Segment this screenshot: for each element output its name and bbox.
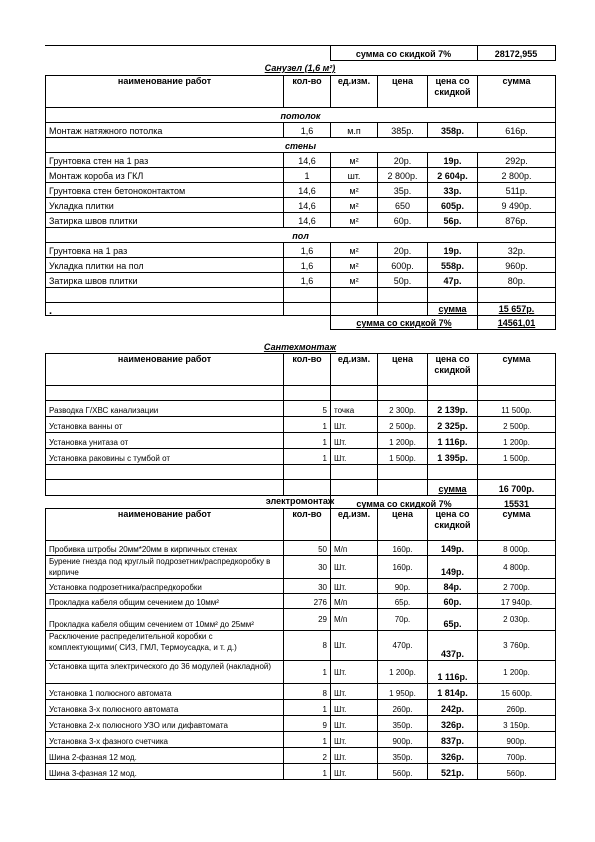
cell-unit: точка — [331, 401, 378, 417]
cell-qty: 30 — [284, 579, 331, 594]
cell-price: 20р. — [378, 153, 428, 168]
s1-sum-label: сумма — [428, 303, 478, 316]
cell-discount: 1 116р. — [428, 661, 478, 684]
cell-price: 160р. — [378, 556, 428, 579]
discount-row — [46, 316, 556, 330]
cell-discount: 84р. — [428, 579, 478, 594]
cell-name: Шина 2-фазная 12 мод. — [46, 748, 284, 764]
table-row — [46, 556, 556, 579]
cell-unit: Шт. — [331, 748, 378, 764]
section2-title: Сантехмонтаж — [263, 342, 337, 352]
col-header-discount: цена со скидкой — [428, 509, 478, 541]
cell-discount: 837р. — [428, 732, 478, 748]
cell-qty: 276 — [284, 594, 331, 609]
cell-discount: 60р. — [428, 594, 478, 609]
s2-sum-value: 16 700р. — [478, 480, 556, 496]
top-discount-label: сумма со скидкой 7% — [330, 45, 477, 60]
cell-unit: Шт. — [331, 556, 378, 579]
cell-price: 650 — [378, 198, 428, 213]
cell-name: Установка раковины с тумбой от — [46, 449, 284, 465]
cell-sum: 8 000р. — [478, 541, 556, 556]
cell-unit: Шт. — [331, 631, 378, 661]
cell-price: 1 200р. — [378, 433, 428, 449]
s1-sum-value: 15 657р. — [478, 303, 556, 316]
table-row — [46, 417, 556, 433]
col-header-name: наименование работ — [46, 354, 284, 386]
cell-qty: 8 — [284, 631, 331, 661]
cell-sum: 1 200р. — [478, 661, 556, 684]
cell-price: 20р. — [378, 243, 428, 258]
table-row — [46, 684, 556, 700]
cell-sum: 15 600р. — [478, 684, 556, 700]
group-walls: стены — [46, 138, 556, 153]
cell-sum: 11 500р. — [478, 401, 556, 417]
cell-price: 90р. — [378, 579, 428, 594]
plumbing-table — [45, 353, 556, 510]
table-row — [46, 541, 556, 556]
cell-discount: 326р. — [428, 716, 478, 732]
cell-unit: м² — [331, 183, 378, 198]
cell-qty: 14,6 — [284, 153, 331, 168]
cell-name: Затирка швов плитки — [46, 273, 284, 288]
cell-unit: м² — [331, 273, 378, 288]
cell-qty: 50 — [284, 541, 331, 556]
table-header — [46, 509, 556, 541]
cell-name: Затирка швов плитки — [46, 213, 284, 228]
cell-price: 2 300р. — [378, 401, 428, 417]
cell-price: 600р. — [378, 258, 428, 273]
cell-unit: м² — [331, 153, 378, 168]
group-floor: пол — [46, 228, 556, 243]
cell-unit: Шт. — [331, 433, 378, 449]
cell-price: 470р. — [378, 631, 428, 661]
col-header-discount: цена со скидкой — [428, 354, 478, 386]
cell-name: Установка 2-х полюсного УЗО или дифавтомата — [46, 716, 284, 732]
table-row — [46, 168, 556, 183]
cell-price: 260р. — [378, 700, 428, 716]
s1-discount-value: 14561,01 — [478, 316, 556, 330]
col-header-qty: кол-во — [284, 76, 331, 108]
cell-discount: 2 325р. — [428, 417, 478, 433]
cell-name: Установка 3-х полюсного автомата — [46, 700, 284, 716]
cell-name: Укладка плитки на пол — [46, 258, 284, 273]
table-row — [46, 401, 556, 417]
cell-qty: 14,6 — [284, 183, 331, 198]
col-header-unit: ед.изм. — [331, 354, 378, 386]
cell-name: Прокладка кабеля общим сечением до 10мм² — [46, 594, 284, 609]
cell-unit: Шт. — [331, 732, 378, 748]
cell-sum: 2 030р. — [478, 609, 556, 631]
col-header-discount: цена со скидкой — [428, 76, 478, 108]
cell-qty: 1 — [284, 449, 331, 465]
cell-qty: 2 — [284, 748, 331, 764]
cell-unit: М/п — [331, 594, 378, 609]
cell-name: Расключение распределительной коробки с комплектующими( СИЗ, ГМЛ, Термоусадка, и т. д.) — [46, 631, 284, 661]
cell-unit: М/п — [331, 609, 378, 631]
cell-discount: 56р. — [428, 213, 478, 228]
cell-name: Установка ванны от — [46, 417, 284, 433]
table-row-empty — [46, 386, 556, 401]
cell-price: 160р. — [378, 541, 428, 556]
cell-qty: 1,6 — [284, 243, 331, 258]
table-row — [46, 661, 556, 684]
cell-qty: 29 — [284, 609, 331, 631]
cell-unit: Шт. — [331, 579, 378, 594]
cell-price: 385р. — [378, 123, 428, 138]
cell-name: Бурение гнезда под круглый подрозетник/распредкоробку в кирпиче — [46, 556, 284, 579]
cell-discount: 242р. — [428, 700, 478, 716]
cell-price: 900р. — [378, 732, 428, 748]
cell-sum: 9 490р. — [478, 198, 556, 213]
cell-sum: 960р. — [478, 258, 556, 273]
cell-name: Грунтовка на 1 раз — [46, 243, 284, 258]
cell-qty: 1 — [284, 417, 331, 433]
cell-discount: 149р. — [428, 541, 478, 556]
table-row — [46, 153, 556, 168]
table-row — [46, 631, 556, 661]
cell-sum: 80р. — [478, 273, 556, 288]
cell-name: Прокладка кабеля общим сечением от 10мм² до 25мм² — [46, 609, 284, 631]
cell-discount: 326р. — [428, 748, 478, 764]
cell-sum: 3 760р. — [478, 631, 556, 661]
cell-name: Установка щита электрического до 36 модулей (накладной) — [46, 661, 284, 684]
cell-unit: м² — [331, 243, 378, 258]
cell-sum: 1 200р. — [478, 433, 556, 449]
cell-sum: 900р. — [478, 732, 556, 748]
cell-discount: 1 395р. — [428, 449, 478, 465]
s1-discount-label: сумма со скидкой 7% — [331, 316, 478, 330]
cell-discount: 358р. — [428, 123, 478, 138]
cell-discount: 149р. — [428, 556, 478, 579]
table-row — [46, 748, 556, 764]
cell-discount: 47р. — [428, 273, 478, 288]
cell-sum: 17 940р. — [478, 594, 556, 609]
cell-price: 2 500р. — [378, 417, 428, 433]
cell-unit: Шт. — [331, 764, 378, 780]
table-row — [46, 700, 556, 716]
cell-price: 1 500р. — [378, 449, 428, 465]
cell-discount: 558р. — [428, 258, 478, 273]
cell-qty: 5 — [284, 401, 331, 417]
cell-name: Укладка плитки — [46, 198, 284, 213]
table-row — [46, 198, 556, 213]
bathroom-table — [45, 75, 556, 330]
col-header-unit: ед.изм. — [331, 509, 378, 541]
cell-sum: 616р. — [478, 123, 556, 138]
col-header-price: цена — [378, 509, 428, 541]
cell-price: 60р. — [378, 213, 428, 228]
cell-discount: 1 814р. — [428, 684, 478, 700]
col-header-qty: кол-во — [284, 509, 331, 541]
s2-discount-value: 15531 — [478, 496, 556, 510]
cell-sum: 3 150р. — [478, 716, 556, 732]
sum-row — [46, 303, 556, 316]
cell-unit: Шт. — [331, 661, 378, 684]
cell-price: 350р. — [378, 748, 428, 764]
cell-sum: 2 700р. — [478, 579, 556, 594]
cell-qty: 1 — [284, 700, 331, 716]
cell-qty: 1,6 — [284, 273, 331, 288]
cell-qty: 14,6 — [284, 198, 331, 213]
section1-title: Санузел (1,6 м²) — [264, 63, 336, 73]
cell-price: 65р. — [378, 594, 428, 609]
cell-unit: м² — [331, 213, 378, 228]
cell-sum: 2 800р. — [478, 168, 556, 183]
section3-title: электромонтаж — [265, 496, 335, 506]
s2-discount-label: сумма со скидкой 7% — [331, 496, 478, 510]
cell-qty: 14,6 — [284, 213, 331, 228]
table-row — [46, 594, 556, 609]
cell-sum: 32р. — [478, 243, 556, 258]
cell-unit: Шт. — [331, 417, 378, 433]
col-header-qty: кол-во — [284, 354, 331, 386]
table-row — [46, 764, 556, 780]
cell-name: Установка унитаза от — [46, 433, 284, 449]
cell-discount: 65р. — [428, 609, 478, 631]
cell-name: Монтаж короба из ГКЛ — [46, 168, 284, 183]
col-header-name: наименование работ — [46, 509, 284, 541]
cell-name: Грунтовка стен на 1 раз — [46, 153, 284, 168]
s2-sum-label: сумма — [428, 480, 478, 496]
cell-name: Шина 3-фазная 12 мод. — [46, 764, 284, 780]
cell-discount: 19р. — [428, 243, 478, 258]
cell-unit: шт. — [331, 168, 378, 183]
cell-sum: 1 500р. — [478, 449, 556, 465]
cell-name: Установка 1 полюсного автомата — [46, 684, 284, 700]
cell-price: 70р. — [378, 609, 428, 631]
cell-discount: 605р. — [428, 198, 478, 213]
cell-unit: Шт. — [331, 716, 378, 732]
cell-discount: 2 604р. — [428, 168, 478, 183]
cell-price: 35р. — [378, 183, 428, 198]
cell-price: 2 800р. — [378, 168, 428, 183]
cell-price: 1 950р. — [378, 684, 428, 700]
cell-sum: 4 800р. — [478, 556, 556, 579]
cell-qty: 1 — [284, 661, 331, 684]
table-row — [46, 449, 556, 465]
col-header-price: цена — [378, 76, 428, 108]
cell-discount: 521р. — [428, 764, 478, 780]
cell-discount: 1 116р. — [428, 433, 478, 449]
table-row — [46, 243, 556, 258]
table-row — [46, 183, 556, 198]
cell-discount: 437р. — [428, 631, 478, 661]
table-header — [46, 354, 556, 386]
cell-unit: м² — [331, 258, 378, 273]
cell-sum: 560р. — [478, 764, 556, 780]
table-row — [46, 579, 556, 594]
cell-qty: 1 — [284, 764, 331, 780]
table-row-empty — [46, 465, 556, 480]
table-row — [46, 732, 556, 748]
cell-qty: 9 — [284, 716, 331, 732]
top-discount-table — [45, 45, 556, 61]
col-header-sum: сумма — [478, 76, 556, 108]
col-header-unit: ед.изм. — [331, 76, 378, 108]
col-header-price: цена — [378, 354, 428, 386]
table-row — [46, 123, 556, 138]
cell-unit: Шт. — [331, 700, 378, 716]
cell-unit: М/п — [331, 541, 378, 556]
table-row — [46, 433, 556, 449]
cell-name: Монтаж натяжного потолка — [46, 123, 284, 138]
cell-sum: 700р. — [478, 748, 556, 764]
cell-qty: 30 — [284, 556, 331, 579]
cell-unit: Шт. — [331, 449, 378, 465]
cell-unit: м² — [331, 198, 378, 213]
cell-price: 560р. — [378, 764, 428, 780]
top-discount-value: 28172,955 — [477, 45, 555, 60]
cell-discount: 33р. — [428, 183, 478, 198]
table-row-empty — [46, 288, 556, 303]
cell-qty: 8 — [284, 684, 331, 700]
col-header-sum: сумма — [478, 509, 556, 541]
dot-mark: . — [46, 303, 284, 316]
cell-name: Разводка Г/ХВС канализации — [46, 401, 284, 417]
col-header-name: наименование работ — [46, 76, 284, 108]
cell-qty: 1,6 — [284, 123, 331, 138]
cell-sum: 292р. — [478, 153, 556, 168]
cell-name: Грунтовка стен бетоноконтактом — [46, 183, 284, 198]
table-row — [46, 273, 556, 288]
cell-name: Пробивка штробы 20мм*20мм в кирпичных стенах — [46, 541, 284, 556]
table-row — [46, 716, 556, 732]
electrical-table — [45, 508, 556, 780]
cell-price: 1 200р. — [378, 661, 428, 684]
cell-name: Установка подрозетника/распредкоробки — [46, 579, 284, 594]
sum-row — [46, 480, 556, 496]
cell-sum: 2 500р. — [478, 417, 556, 433]
table-header — [46, 76, 556, 108]
cell-qty: 1 — [284, 168, 331, 183]
cell-sum: 511р. — [478, 183, 556, 198]
table-row — [46, 258, 556, 273]
cell-unit: Шт. — [331, 684, 378, 700]
table-row — [46, 609, 556, 631]
cell-qty: 1 — [284, 433, 331, 449]
cell-price: 350р. — [378, 716, 428, 732]
cell-sum: 260р. — [478, 700, 556, 716]
cell-qty: 1 — [284, 732, 331, 748]
group-ceiling: потолок — [46, 108, 556, 123]
cell-sum: 876р. — [478, 213, 556, 228]
cell-discount: 19р. — [428, 153, 478, 168]
table-row — [46, 213, 556, 228]
cell-price: 50р. — [378, 273, 428, 288]
cell-unit: м.п — [331, 123, 378, 138]
cell-name: Установка 3-х фазного счетчика — [46, 732, 284, 748]
col-header-sum: сумма — [478, 354, 556, 386]
cell-discount: 2 139р. — [428, 401, 478, 417]
cell-qty: 1,6 — [284, 258, 331, 273]
